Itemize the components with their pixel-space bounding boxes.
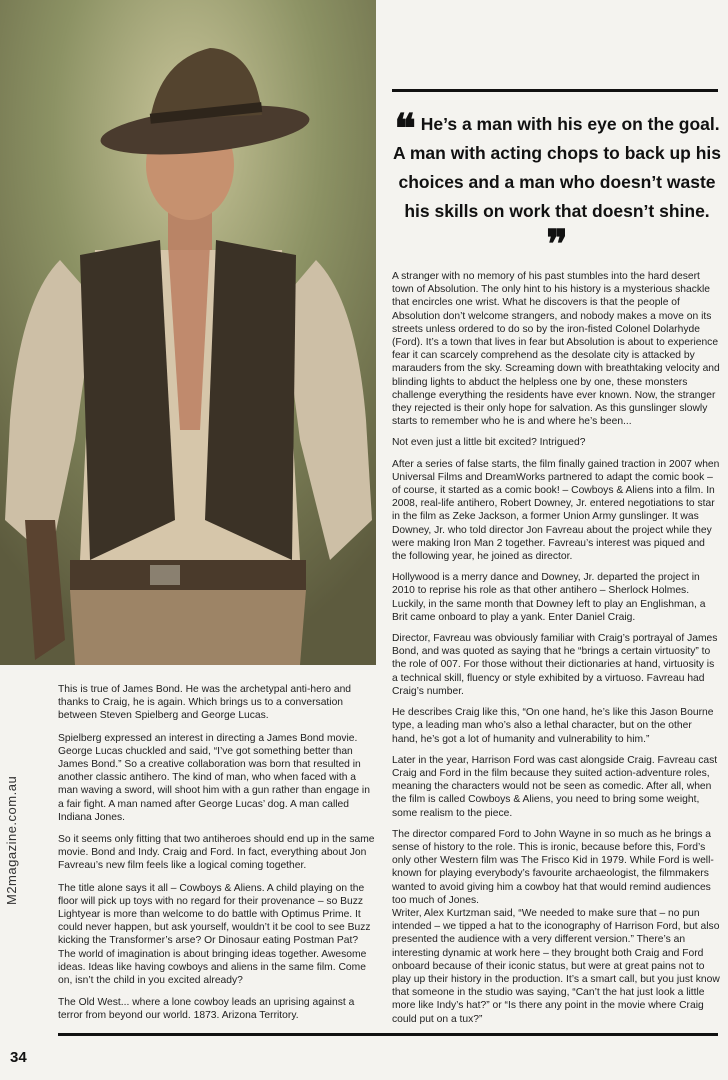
paragraph: A stranger with no memory of his past stumbles into the hard desert town of Absolution. The only hint to his history is a mysterious shackle that encircles one wrist. What he discovers is that the people of Absolution don’t welcome strangers, and nobody makes a move on its streets unless ordered to do so by the iron-fisted Colonel Dolarhyde (Ford). It’s a town that lives in fear but Absolution is about to experience fear it can scarcely comprehend as the desolate city is attacked by marauders from the sky. Screaming down with breathtaking velocity and blinding lights to abduct the helpless one by one, these monsters challenge everything the residents have ever known. Now, the stranger they rejected is their only hope for salvation. As this gunslinger slowly starts to remember who he is and where he’s been...	[392, 271, 720, 428]
close-quote-icon: ❞	[546, 221, 568, 268]
cowboy-illustration	[0, 0, 376, 665]
paragraph: So it seems only fitting that two antiheroes should end up in the same movie. Bond and Indy. Craig and Ford. In fact, everything about Jon Favreau’s new film feels like a logical coming together.	[58, 834, 375, 872]
page-number: 34	[10, 1049, 27, 1066]
footer-rule	[58, 1033, 718, 1036]
paragraph: Director, Favreau was obviously familiar with Craig’s portrayal of James Bond, and was quoted as saying that he “brings a certain virtuosity” to the role of 007. For those without their dictionaries at hand, virtuosity is a technical skill, fluency or style exhibited by a virtuoso. Favreau had Craig’s number.	[392, 633, 718, 697]
pull-quote-rule	[392, 89, 718, 92]
pull-quote-text: He’s a man with his eye on the goal. A man with acting chops to back up his choices and a man who doesn’t waste his skills on work that doesn’t shine.	[393, 114, 721, 221]
paragraph: After a series of false starts, the film finally gained traction in 2007 when Universal Films and DreamWorks partnered to adapt the comic book – of course, it started as a comic book! – Cowboys & Aliens into a film. In 2008, real-life antihero, Robert Downey, Jr. entered negotiations to star in the film as Zeke Jackson, a former Union Army gunslinger. It was Downey, Jr. who told director Jon Favreau about the project while they were making Iron Man 2 together. Favreau’s interest was piqued and the following year, he joined as director.	[392, 458, 720, 563]
pull-quote	[392, 105, 722, 268]
paragraph: He describes Craig like this, “On one hand, he’s like this Jason Bourne type, a leading man who’s also a lethal character, but on the other hand, he’s got a lot of humanity and vulnerability to him.”	[392, 707, 714, 745]
hero-photo	[0, 0, 376, 665]
site-url: M2magazine.com.au	[4, 775, 19, 905]
right-column	[392, 270, 720, 1034]
paragraph: Not even just a little bit excited? Intrigued?	[392, 437, 586, 449]
paragraph: Later in the year, Harrison Ford was cast alongside Craig. Favreau cast Craig and Ford in the film because they suited action-adventure roles, meaning the characters would not be seen as comedic. After all, when the film is called Cowboys & Aliens, you need to bring some weight, some realism to the piece.	[392, 754, 718, 819]
paragraph: The title alone says it all – Cowboys & Aliens. A child playing on the floor will pick up toys with no regard for their provenance – so Buzz Lightyear is more than welcome to do battle with Optimus Prime. It could never happen, but ask yourself, wouldn’t it be cool to see Buzz kicking the Transformer’s arse? Or Dinosaur eating Postman Pat? The world of imagination is about bringing ideas together. Awesome ideas. Ideas like having cowboys and aliens in the same film. Come on, isn’t the child in you excited already?	[58, 882, 371, 987]
paragraph: The Old West... where a lone cowboy leads an uprising against a terror from beyond our world. 1873. Arizona Territory.	[58, 997, 355, 1022]
paragraph: Spielberg expressed an interest in directing a James Bond movie. George Lucas chuckled and said, “I’ve got something better than James Bond.” So a creative collaboration was born that resulted in another classic antihero. The kind of man, who when faced with a man waving a sword, will shoot him with a gun rather than engage in a fair fight. A man named after George Lucas’ dog. A man called Indiana Jones.	[58, 732, 370, 823]
paragraph: This is true of James Bond. He was the archetypal anti-hero and thanks to Craig, he is again. Which brings us to a conversation between Steven Spielberg and George Lucas.	[58, 684, 352, 722]
paragraph: Hollywood is a merry dance and Downey, Jr. departed the project in 2010 to reprise his role as that other antihero – Sherlock Holmes. Luckily, in the same month that Downey left to play an Englishman, a Brit came onboard to play a yank. Enter Daniel Craig.	[392, 572, 706, 623]
paragraph: Writer, Alex Kurtzman said, “We needed to make sure that – no pun intended – we tipped a hat to the iconography of Harrison Ford, but also presented the audience with a very different version.” There’s an interesting dynamic at work here – they brought both Craig and Ford onboard because of their iconic status, but were at great pains not to play up their history in the production. It’s a smart call, but you just know that someone in the studio was saying, “Can’t the hat just look a little more like Indy’s hat?” or “Is there any point in the movie where Craig could put on a tux?”	[392, 907, 720, 1025]
open-quote-icon: ❝	[394, 105, 416, 152]
paragraph: The director compared Ford to John Wayne in so much as he brings a sense of history to the role. This is ironic, because before this, Ford’s only other Western film was The Frisco Kid in 1979. While Ford is well-known for playing everybody’s favourite archaeologist, the filmmakers wanted to avoid giving him a cowboy hat that would remind audiences too much of Jones.	[392, 828, 714, 906]
left-column	[58, 683, 376, 1032]
